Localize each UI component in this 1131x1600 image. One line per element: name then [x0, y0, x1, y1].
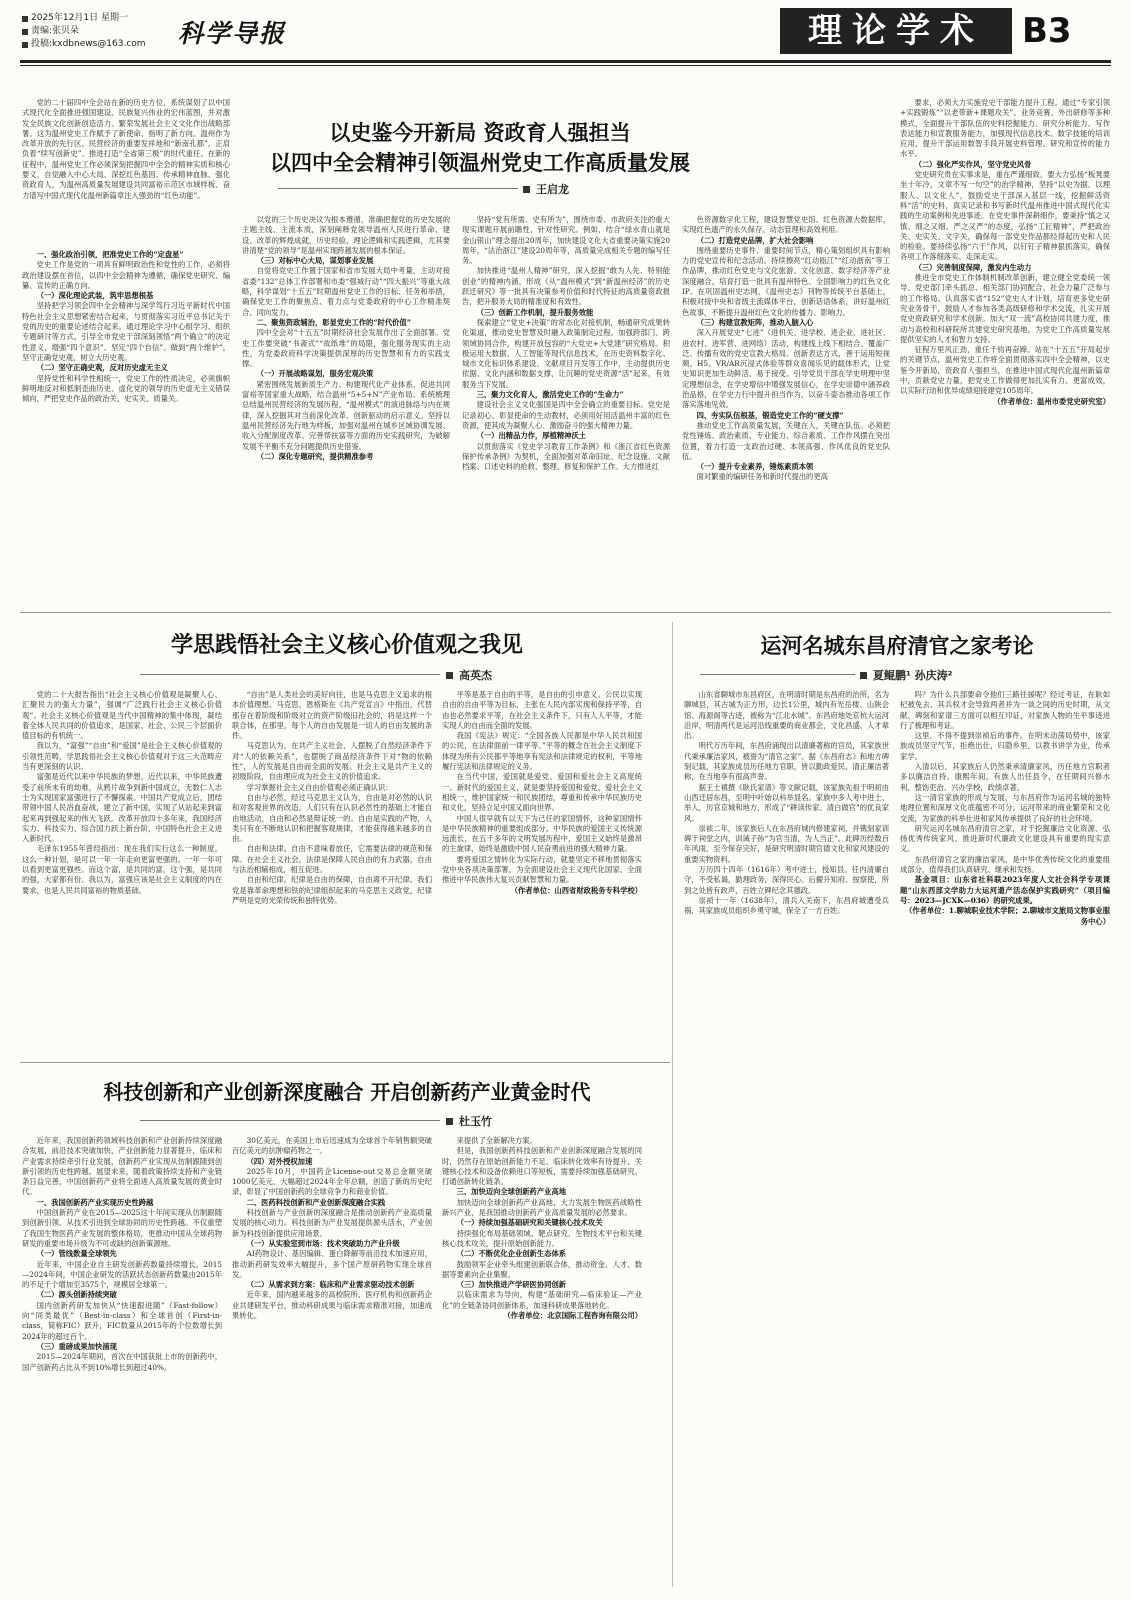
- masthead-rule-thin: [20, 65, 1111, 66]
- article1-title-line2: 以四中全会精神引领温州党史工作高质量发展: [270, 151, 690, 175]
- article1-col1: 一、强化政治引领，把准党史工作的“定盘星” 党史工作是党的一项具有鲜明政治性和党性的工作，必须将政治建设摆在首位，以四中全会精神为遵循，确保党史研究、编纂、宣传的正确方向。 （一）深化理论武装，筑牢思想根基 坚持把学习领会四中全会精神与深学笃行习近平新时代中国特色社会主义思想紧密结合起来，与贯彻落实习近平总书记关于党的历史的重要论述结合起来。通过理论学习中心组学习、组织专题研讨等方式，引导全市党史干部深刻领悟“两个确立”的决定性意义，增强“四个意识”、坚定“四个自信”、做到“两个维护”，坚守正确党史观，树立大历史观。 （二）坚守正确史观，反对历史虚无主义 坚持党性和科学性相统一，党史工作的性质决定，必须旗帜鲜明地反对和抵制歪曲历史、虚化党的领导的历史虚无主义错误倾向，严把党史作品的政治关、史实关、质量关。: [22, 250, 230, 404]
- article4-byline-rule: [700, 674, 855, 675]
- article1-col2: 以党的三个历史决议为根本遵循，准确把握党的历史发展的主题主线、主流本质，深刻阐释党领导温州人民进行革命、建设、改革的辉煌成就，历史经验，理论逻辑和实践逻辑，尤其要讲清楚“党的领导”是温州实现跨越发展的根本保证。 （三）对标中心大局，谋划事业发展 自觉将党史工作置于国家和省市发展大局中考量，主动对接省委“132”总体工作部署和市委“强城行动”“四大振兴”等重大战略，科学谋划“十五五”时期温州党史工作的目标、任务和举措，确保党史工作的聚焦点、着力点与党委政府的中心工作精准契合、同向发力。 二、聚焦资政辅治，彰显党史工作的“时代价值” 四中全会对“十五五”时期经济社会发展作出了全面部署。党史工作要突破“书斋式”“故纸堆”的局限，强化服务现实的主动性，为党委政府科学决策提供深厚的历史智慧和有力的实践支撑。 （一）开展战略谋划，服务宏观决策 紧密围绕发展新质生产力、构建现代化产业体系、促进共同富裕等国家重大战略，结合温州“5+5+N”产业布局、系统梳理总结温州民营经济的发展历程、“温州模式”的演进脉络与内在规律，深入挖掘其对当前深化改革、创新驱动的启示意义。坚持以温州民营经济先行地为样板，加强对温州在城乡区域协调发展、收入分配制度改革、完善帮扶富等方面的历史实践研究，为破解发展不平衡不充分问题提供历史借鉴。 （二）深化专题研究，提供精准参考: [242, 215, 450, 461]
- article1-col4: 色资源数字化工程，建设智慧党史馆、红色资源大数据库，实现红色遗产的永久保存、动态管理和高效利用。 （二）打造党史品牌，扩大社会影响 围绕重要历史事件、重要时间节点，精心策划组织具有影响力的党史宣传和纪念活动。持续擦亮“红动瓯江”“红动浙南”等工作品牌，推动红色党史与文化旅游、文化创意、数字经济等产业深度融合，培育打造一批具有温州特色、全国影响力的红色文化IP。在巩固温州史志网、《温州史志》刊物等传统平台基础上，积极对接中央和省级主流媒体平台，创新话语体系，讲好温州红色故事，不断提升温州红色文化的传播力、影响力。 （三）构建宣教矩阵，推动入脑入心 深入开展党史“七进”（进机关、进学校、进企业、进社区、进农村、进军营、进网络）活动，构建线上线下相结合、覆盖广泛、传播有效的党史宣教大格局。创新表达方式，善于运用短视频、H5、VR/AR沉浸式体验等群众喜闻乐见的载体形式，让党史知识更加生动鲜活、易于接受。引导党员干部在学史明理中坚定理想信念，在学史增信中增强发展信心，在学史崇德中涵养政治品格，在学史力行中提升担当作为，以奋斗姿态推动各项工作落实落地见效。 四、夯实队伍根基，锻造党史工作的“硬支撑” 推动党史工作高质量发展，关键在人，关键在队伍。必须把党性锤炼、政治素质、专业能力、综合素质、工作作风摆在突出位置，着力打造一支政治过硬、本领高强、作风优良的党史队伍。 （一）提升专业素养，锤炼素质本领 面对繁重的编研任务和新时代提出的更高: [682, 215, 890, 482]
- article3-col1: 近年来，我国创新药领域科技创新和产业创新持续深度融合发展，前沿技术突破加快，产业创新能力显著提升，临床和产业需求持续牵引行业发展，创新药产业实现从仿制跟随到创新引领的历史性跨越。展望未来，随着政策持续支持和产业链条日益完善，中国创新药产业将全面进入高质量发展的黄金时代。 一、我国创新药产业实现历史性跨越 中国创新药产业在2015—2025这十年间实现从仿制跟随到创新引领、从技术引进到全球协同的历史性跨越。不仅重塑了我国生物医药产业发展的整体格局，更推动中国从全球药物研发的重要市场升级为不可或缺的创新策源地。 （一）管线数量全球领先 近年来，中国企业自主研发创新药数量持续增长，2015—2024年间，中国企业研发的活跃状态创新药数量由2015年的不足千个增加至3575个，规模居全球第一。 （二）源头创新持续突破 国内创新药研发加快从“快速跟进随”（Fast-follow）向“同类最优”（Best-in-class）和全球首创（First-in-class，简称FIC）跃升，FIC数量从2015年的个位数增长到2024年的超过百个。 （三）重磅成果加快涌现 2015—2024年期间，首次在中国获批上市的创新药中，国产创新药占比从不到10%增长到超过40%。: [22, 1136, 222, 1372]
- article2-byline: 高英杰: [446, 667, 492, 683]
- page-number: B3: [1022, 11, 1072, 51]
- section-divider-2: [20, 1062, 670, 1063]
- article1-title: [200, 118, 760, 178]
- article3-byline-rule: [140, 1120, 440, 1121]
- article1-col1-intro: 党的二十届四中全会站在新的历史方位，系统谋划了以中国式现代化全面推进强国建设、民族复兴伟业的宏伟蓝图，并对激发全民族文化创新创造活力、繁荣发展社会主义文化作出战略部署。这为温州党史工作赋予了新使命、指明了新方向。温州作为改革开放的先行区、民营经济的重要发祥地和“新南孔都”，正肩负着“续写创新史”、推进打造“全省第三极”的时代重任。在新的征程中，温州党史工作必须深刻把握四中全会的精神实质和核心要义，自觉融入中心大局、深挖红色基因、传承精神血脉、强化资政育人，为温州高质量发展建设共同富裕示范区市域样板、奋力谱写中国式现代化温州新篇章注入强劲的“红色动能”。: [22, 98, 230, 200]
- article1-title-line1: 以史鉴今开新局 资政育人强担当: [329, 121, 631, 145]
- editor-line: 责编:张贝朵: [22, 25, 146, 38]
- article1-col5: 要求，必须大力实施党史干部能力提升工程。通过“专家引领+实践锻炼”“以老带新+课题攻关”、业务竞赛、外出研修等多种模式，全面提升干部队伍的史料挖掘能力、研究分析能力、写作表达能力和宣教服务能力，加强现代信息技术、数字技能的培训应用，提升干部运用数智手段开展史料管理、研究和宣传的能力水平。 （二）强化严实作风，坚守党史风骨 党史研究贵在实事求是，重在严谨细致。要大力弘扬“板凳要坐十年冷，文章不写一句空”的治学精神，坚持“以史为据、以理服人、以文化人”，鼓励党史干部深入基层一线，挖掘鲜活资料“活”的史料，真实记录和书写新时代温州推进中国式现代化实践的生动案例和先进事迹。在党史事件深耕细作，要秉持“慎之又慎、细之又细、严之又严”的态度，弘扬“工匠精神”，严把政治关、史实关、文字关，确保每一部党史作品都经得起历史和人民的检验。要持续弘扬“六干”作风，以钉钉子精神狠抓落实，确保各项工作落细落实、走深走实。 （三）完善制度保障，激发内生动力 推进全市党史工作体制机制改革创新，建立健全党委统一领导、党史部门牵头抓总、相关部门协同配合、社会力量广泛参与的工作格局。认真落实省“152”党史人才计划，培育更多党史研究业务骨干，鼓励人才参加各类高级研修和学术交流，扎实开展党史资政研究和学术创新。加大“双一流”高校协同共建力度，推动与高校和科研院所共建党史研究基地，为党史工作高质量发展提供坚实的人才和智力支持。 征程万里风正劲，重任千钧再奋蹄。站在“十五五”开局起步的关键节点，温州党史工作将全面贯彻落实四中全会精神，以史鉴今开新局，资政育人强担当，在推进中国式现代化温州新篇章中，贡献党史力量，把党史工作做得更加扎实有力、更富成效，以实际行动和优异成绩迎接建党105周年。 （作者单位：温州市委党史研究室）: [900, 98, 1110, 406]
- masthead-rule: [20, 60, 1111, 63]
- section-divider-1: [20, 612, 1111, 613]
- masthead-meta: [22, 12, 146, 51]
- article1-byline: 王启龙: [523, 181, 569, 197]
- article3-title: 科技创新和产业创新深度融合 开启创新药产业黄金时代: [103, 1080, 591, 1104]
- article1-byline-rule: [278, 188, 518, 189]
- article2-col2: “自由”是人类社会的美好向往，也是马克思主义追求的根本价值理想。马克思、恩格斯在《共产党宣言》中指出，代替那存在着阶级和阶级对立的资产阶级旧社会的，将是这样一个联合体，在那里，每个人的自由发展是一切人的自由发展的条件。 马克思认为，在共产主义社会，人摆脱了自然经济条件下对“人的依赖关系”，也摆脱了商品经济条件下对“物的依赖性”，人的发展是自由而全面的发展。社会主义是共产主义的初级阶段，自由理应成为社会主义的价值追求。 学习掌握社会主义自由价值观必须正确认识： 自由与必然，经过马克思主义认为，自由是对必然的认识和对客观世界的改造。人们只有在认识必然性的基础上才能自由地活动，自由和必然是辩证统一的。自由是实践的产物，人类只有在不断地认识和把握客观规律，才能获得越来越多的自由。 自由和法律。自由不意味着放任，它需要法律的规范和保障。在社会主义社会，法律是保障人民自由的有力武器，自由与法治相辅相成，相互促进。 自由和纪律。纪律是自由的保障，自由离不开纪律。我们党是靠革命理想和铁的纪律组织起来的马克思主义政党，纪律严明是党的光荣传统和独特优势。: [232, 690, 432, 905]
- article2-title: 学思践悟社会主义核心价值观之我见: [170, 633, 523, 658]
- article4-byline: 夏鲲鹏¹ 孙庆涛²: [860, 667, 952, 683]
- date-line: 2025年12月1日 星期一: [22, 12, 146, 25]
- article1-col3: 坚持“党有所需、史有所为”，围绕市委、市政府关注的重大现实课题开展前瞻性、针对性研究。例如，结合“绿水青山就是金山银山”理念提出20周年，加快建设文化大省重要决策实施20周年，“法治浙江”建设20周年等，高质量完成相关专题的编写任务。 加快推进“温州人精神”研究，深入挖掘“敢为人先、特别能创业”的精神内涵，形成《从“温州模式”到“新温州经济”的历史跃迁研究》等一批具有决策参考价值和时代特征的高质量资政报告，把升服务大局的精准度和有效性。 （三）创新工作机制，提升服务效能 探索建立“党史+决策”的常态化对接机制，畅通研究成果转化渠道，推动党史智慧及时融入政策制定过程。加强跨部门、跨领域协同合作，构建开放包容的“大党史+大党建”研究格局。积极运用大数据、人工智能等现代信息技术，在历史资料数字化、城市文化标识体系建设、文献项目开发等工作中，主动提供历史依据、文化内涵和数据支撑，让沉睡的党史资源“活”起来，有效服务当下发展。 三、聚力文化育人，激活党史工作的“生命力” 建设社会主义文化强国是四中全会确立的重要目标。党史是记录初心、彰显使命的生动教材，必须用好用活温州丰富的红色资源，使其成为凝聚人心、激励奋斗的强大精神力量。 （一）出精品力作，厚植精神沃土 以贯彻落实《党史学习教育工作条例》和《浙江省红色资源保护传承条例》为契机，全面加强对革命旧址、纪念设施、文献档案、口述史料的抢救、整理、修复和保护工作。大力推进红: [462, 215, 670, 472]
- article2-col3: 平等是基于自由的平等，是自由的引申意义。公民以实现自由的自由平等为目标，主张在人民内部实现和保持平等，自由也必然要求平等，在社会主义条件下，只有人人平等，才能实现人的自由而全面的发展。 我国《宪法》规定：“全国各族人民都是中华人民共和国的公民，在法律面前一律平等。”平等的概念在社会主义制度下体现为所有公民都平等地享有宪法和法律规定的权利，平等地履行宪法和法律规定的义务。 在当代中国，爱国就是爱党、爱国和爱社会主义高度统一。新时代的爱国主义，就是要坚持爱国和爱党、爱社会主义相统一，维护国家统一和民族团结，尊重和传承中华民族历史和文化，坚持立足中国又面向世界。 中国人很早就有以天下为己任的家国情怀，这种家国情怀是中华民族精神的重要组成部分。中华民族的爱国主义传统源远流长，在五千多年的文明发展历程中，爱国主义始终是激昂的主旋律，始终是激励中国人民奋勇前进的强大精神力量。 要将爱国之情转化为实际行动，就要坚定不移地贯彻落实党中央各项决策部署，为全面建设社会主义现代化国家、全面推进中华民族伟大复兴贡献智慧和力量。 （作者单位：山西省财政税务专科学校）: [442, 690, 642, 895]
- article4-col1: 山东省聊城市东昌府区，在明清时期是东昌府的治所，名为聊城县，其古城为正方形，边长1公里，城内有光岳楼、山陕会馆、海源阁等古迹，被称为“江北水城”。东昌府地处京杭大运河沿岸，明清两代是运河沿线重要的商业都会，文化昌盛、人才辈出。 明代万历年间，东昌府涌现出以清廉著称的官员，其家族世代秉承廉洁家风，被誉为“清官之家”。据《东昌府志》和地方碑刻记载，其家族成员历任地方官职，皆以勤政爱民、清正廉洁著称，在当地享有很高声誉。 据王士禛撰《耿氏家谱》等文献记载，该家族先祖于明初由山西迁居东昌，至明中叶始以科举显名。家族中多人考中进士、举人，历官京城和地方，形成了“耕读传家、清白做官”的优良家风。 崇祯二年，该家族后人在东昌府城内修建家祠，并镌刻家训碑于祠堂之内，训诫子孙“为官当清，为人当正”。此碑历经数百年风雨，至今保存完好，是研究明清时期官德文化和家风建设的重要实物资料。 万历四十四年（1616年）考中进士，授知县。任内清廉自守，不受私谒，勤理政务，深得民心。后擢升知府、按察使，所到之处皆有政声，百姓立碑纪念其德政。 崇祯十一年（1638年），清兵入关南下，东昌府城遭受兵祸，其家族成员组织乡勇守城，保全了一方百姓。: [684, 690, 889, 916]
- newspaper-logo: 科学导报: [178, 19, 287, 48]
- article2-byline-rule: [140, 674, 440, 675]
- article2-col1: 党的二十大报告指出“社会主义核心价值观是凝聚人心、汇聚民力的强大力量”，强调“广泛践行社会主义核心价值观”。社会主义核心价值观是当代中国精神的集中体现，凝结着全体人民共同的价值追求，是国家、社会、公民三个层面价值目标的有机统一。 我以为，“富强”“自由”和“爱国”是社会主义核心价值观的引领性范畴，学思践悟社会主义核心价值观对于这三大范畴应当有更深刻的认识。 富强是近代以来中华民族的梦想。近代以来，中华民族遭受了前所未有的劫难，从鸦片战争到新中国成立，无数仁人志士为实现国家富强进行了不懈探索。中国共产党成立后，团结带领中国人民浴血奋战，建立了新中国，实现了从站起来到富起来再到强起来的伟大飞跃。改革开放四十多年来，我国经济实力、科技实力、综合国力跃上新台阶，中国特色社会主义进入新时代。 毛泽东1955年曾经指出：现在我们实行这么一种制度，这么一种计划，是可以一年一年走向更富更强的。一年一年可以看到更富更强些。而这个富，是共同的富，这个强，是共同的强，大家都有份。我以为，富强应该是社会主义制度的内在要求，也是人民共同富裕的物质基础。: [22, 690, 222, 895]
- article3-col3: 来提供了全新解决方案。 但是，我国创新药科技创新和产业创新深度融合发展的同时，仍然存在原始创新能力不足、临床转化效率有待提升、关键核心技术和设备依赖进口等短板，需要持续加强基础研究、打通创新转化链条。 三、加快迈向全球创新药产业高地 加快迈向全球创新药产业高地，大力发展生物医药战略性新兴产业，是我国推动创新药产业高质量发展的必然要求。 （一）持续加强基础研究和关键核心技术攻关 持续强化布局基础领域、靶点研究、生物技术平台和关键核心技术攻关，提升原始创新能力。 （二）不断优化企业创新生态体系 鼓励领军企业牵头组建创新联合体，推动资金、人才、数据等要素向企业集聚。 （三）加快推进产学研医协同创新 以临床需求为导向，构建“基础研究—临床验证—产业化”的全链条协同创新体系，加速科研成果落地转化。 （作者单位：北京国际工程咨询有限公司）: [442, 1136, 642, 1321]
- article3-col2: 30亿美元，在美国上市后迅速成为全球首个年销售额突破百亿美元的抗肿瘤药物之一。 （四）对外授权加速 2025年10月，中国药企License-out交易总金额突破1000亿美元，大幅超过2024年全年总额，创造了新的历史纪录，彰显了中国创新药的全球竞争力和商业价值。 二、医药科技创新和产业创新深度融合实践 科技创新与产业创新的深度融合是推动创新药产业高质量发展的核心动力。科技创新为产业发展提供源头活水，产业创新为科技创新提供应用场景。 （一）从实验室到市场：技术突破助力产业升级 AI药物设计、基因编辑、蛋白降解等前沿技术加速应用，推动新药研发效率大幅提升，多个国产原研药物实现全球首发。 （二）从需求到方案：临床和产业需求驱动技术创新 近年来，国内越来越多的高校院所、医疗机构和创新药企业共建研发平台，推动科研成果与临床需求精准对接，加速成果转化。: [232, 1136, 432, 1321]
- section-title: 理论学术: [780, 8, 1012, 54]
- article4-title: 运河名城东昌府清官之家考论: [760, 634, 1034, 658]
- article3-byline: 杜玉竹: [446, 1113, 492, 1129]
- email-line: 投稿:kxdbnews@163.com: [22, 38, 146, 51]
- column-divider: [672, 622, 673, 1587]
- article4-col2: 吗？为什么兵部要命令他们三路往援呢？经过考证，在耿如杞被免去、其兵权才会导致两者并为一谈之间的历史时期，从文献、碑刻和家谱三方面可以相互印证，对家族人物的生平事迹进行了梳理和考证。 这里，不得不提到崇祯后的事件。在明末动荡局势中，该家族成员坚守气节，拒绝出仕，归隐乡里，以教书讲学为业，传承家学。 入清以后，其家族后人仍然秉承清廉家风，历任地方官职者多以廉洁自持。康熙年间，有族人出任县令，在任期间兴修水利、整饬吏治、兴办学校，政绩卓著。 这一清官家族的形成与发展，与东昌府作为运河名城的独特地理位置和深厚文化底蕴密不可分。运河带来的商业繁荣和文化交流，为家族的科举仕进和家风传承提供了良好的社会环境。 研究运河名城东昌府清官之家，对于挖掘廉洁文化资源、弘扬优秀传统家风、推进新时代廉政文化建设具有重要的现实意义。 东昌府清官之家的廉洁家风，是中华优秀传统文化的重要组成部分，值得我们认真研究、继承和发扬。 基金项目：山东省社科联2023年度人文社会科学专项课题“山东西部文学助力大运河遗产活态保护实践研究”（项目编号：2023—JCXK—036）的研究成果。 （作者单位：1.聊城职业技术学院；2.聊城市文旅局文物事业服务中心）: [900, 690, 1110, 926]
